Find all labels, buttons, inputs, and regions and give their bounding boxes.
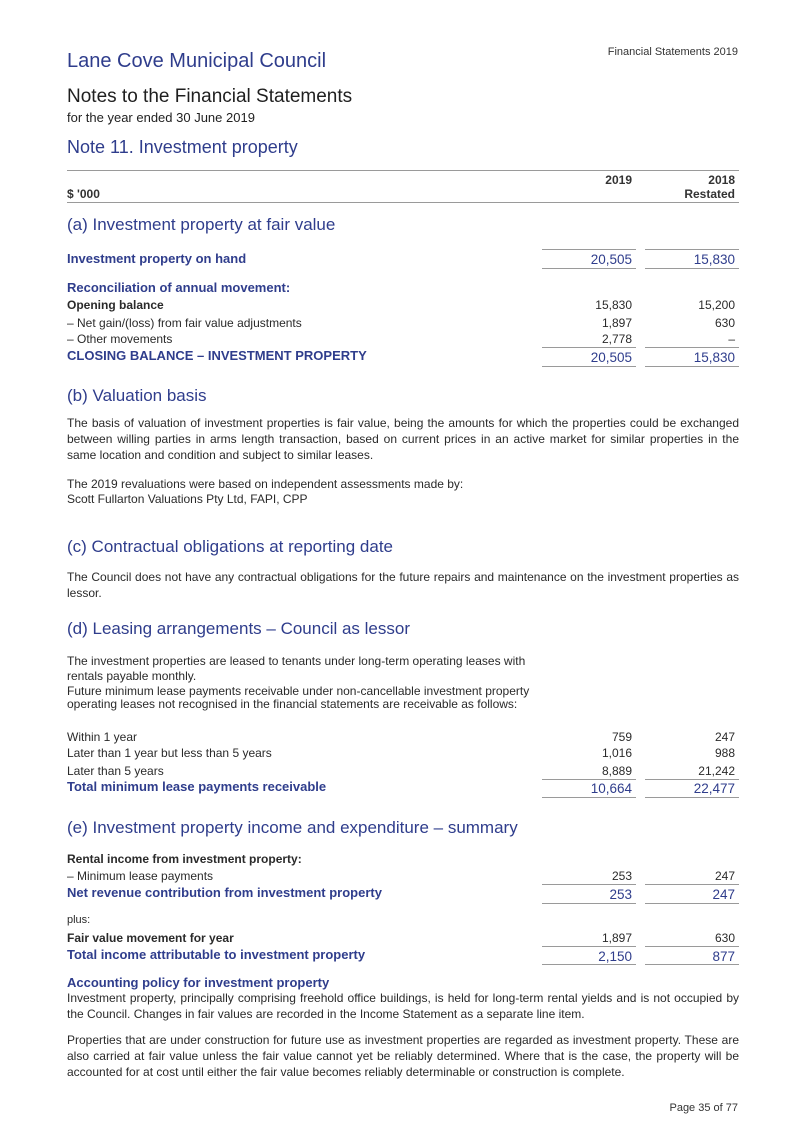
valuation-paragraph: The basis of valuation of investment properties is fair value, being the amounts for which the properties could be exchanged between willing parties in arms length transaction, based on current prices in an active market for similar properties in the same location and condition and subject to similar leases.: [67, 416, 739, 462]
net-revenue-2019: 253: [609, 887, 632, 902]
divider: [645, 946, 739, 947]
col-2019-header: 2019: [605, 173, 632, 187]
table-cell-2019: 1,897: [601, 316, 632, 330]
net-revenue-2018: 247: [712, 887, 735, 902]
notes-title: Notes to the Financial Statements: [67, 86, 353, 107]
policy-paragraph-2: Properties that are under construction for future use as investment properties are regarded as investment property. These are also carried at fair value unless the fair value cannot yet be reliably determined. Where that is the case, the property will be accounted for at cost until either the fair value becomes reliably determinable or construction is complete.: [67, 1033, 739, 1079]
on-hand-2018: 15,830: [693, 252, 735, 267]
total-lease-label: Total minimum lease payments receivable: [67, 779, 327, 794]
divider: [542, 903, 636, 904]
table-cell-2018: 247: [714, 869, 735, 883]
closing-balance-2019: 20,505: [590, 350, 632, 365]
statements-year: Financial Statements 2019: [607, 46, 738, 58]
policy-paragraph-1: Investment property, principally comprising freehold office buildings, is held for long-term rental yields and is not occupied by the Council. Changes in fair values are recorded in the Income Statement as a separate line item.: [67, 991, 739, 1021]
col-2018-subheader: Restated: [684, 187, 735, 201]
divider: [645, 347, 739, 348]
table-row-label: Later than 5 years: [67, 764, 164, 778]
note-title: Note 11. Investment property: [67, 137, 298, 157]
table-cell-2019: 253: [611, 869, 632, 883]
divider: [67, 170, 739, 171]
table-row-label: Within 1 year: [67, 730, 138, 744]
total-lease-2019: 10,664: [590, 781, 632, 796]
reconciliation-title: Reconciliation of annual movement:: [67, 280, 291, 295]
table-row-label: Later than 1 year but less than 5 years: [67, 746, 272, 760]
table-cell-2018: 630: [714, 316, 735, 330]
table-row-label: – Other movements: [67, 332, 173, 346]
divider: [542, 268, 636, 269]
divider: [645, 779, 739, 780]
table-row-label: – Net gain/(loss) from fair value adjustments: [67, 316, 302, 330]
period-subtitle: for the year ended 30 June 2019: [67, 110, 255, 125]
table-cell-2018: 15,200: [698, 298, 735, 312]
total-income-label: Total income attributable to investment property: [67, 947, 366, 962]
plus-label: plus:: [67, 914, 91, 926]
divider: [542, 366, 636, 367]
divider: [67, 202, 739, 203]
table-cell-2019: 8,889: [601, 764, 632, 778]
contractual-paragraph: The Council does not have any contractual obligations for the future repairs and maintenance on the investment properties as lessor.: [67, 570, 739, 600]
section-a-title: (a) Investment property at fair value: [67, 215, 336, 234]
col-2018-header: 2018: [708, 173, 735, 187]
table-cell-2019: 2,778: [601, 332, 632, 346]
divider: [645, 964, 739, 965]
policy-title: Accounting policy for investment property: [67, 975, 330, 990]
table-row-label: – Minimum lease payments: [67, 869, 214, 883]
divider: [645, 249, 739, 250]
table-row-label: Opening balance: [67, 298, 164, 312]
on-hand-label: Investment property on hand: [67, 251, 247, 266]
divider: [645, 903, 739, 904]
closing-balance-label: CLOSING BALANCE – INVESTMENT PROPERTY: [67, 348, 367, 363]
table-cell-2019: 15,830: [595, 298, 632, 312]
divider: [542, 946, 636, 947]
unit-label: $ '000: [67, 187, 100, 201]
on-hand-2019: 20,505: [590, 252, 632, 267]
leasing-paragraph-2: Future minimum lease payments receivable under non-cancellable investment property operating leases not recognised in the financial statements are receivable as follows:: [67, 684, 530, 711]
closing-balance-2018: 15,830: [693, 350, 735, 365]
section-e-title: (e) Investment property income and expenditure – summary: [67, 818, 518, 837]
table-cell-2019: 759: [611, 730, 632, 744]
council-name: Lane Cove Municipal Council: [67, 50, 327, 72]
section-c-title: (c) Contractual obligations at reporting date: [67, 537, 394, 556]
fair-value-label: Fair value movement for year: [67, 931, 234, 945]
fair-value-2019: 1,897: [601, 931, 632, 945]
rental-income-title: Rental income from investment property:: [67, 852, 302, 866]
divider: [542, 779, 636, 780]
divider: [542, 249, 636, 250]
divider: [645, 268, 739, 269]
divider: [542, 884, 636, 885]
divider: [645, 884, 739, 885]
divider: [645, 366, 739, 367]
table-cell-2018: –: [728, 332, 735, 346]
total-income-2018: 877: [712, 949, 735, 964]
revaluation-line: The 2019 revaluations were based on independent assessments made by:: [67, 477, 464, 491]
divider: [542, 347, 636, 348]
total-lease-2018: 22,477: [693, 781, 735, 796]
fair-value-2018: 630: [714, 931, 735, 945]
table-cell-2018: 247: [714, 730, 735, 744]
total-income-2019: 2,150: [598, 949, 632, 964]
leasing-paragraph-1: The investment properties are leased to tenants under long-term operating leases with rentals payable monthly.: [67, 654, 526, 683]
table-cell-2018: 21,242: [698, 764, 735, 778]
section-b-title: (b) Valuation basis: [67, 386, 207, 405]
valuer-name: Scott Fullarton Valuations Pty Ltd, FAPI, CPP: [67, 492, 308, 506]
table-cell-2018: 988: [714, 746, 735, 760]
page-number: Page 35 of 77: [669, 1102, 738, 1114]
divider: [645, 797, 739, 798]
table-cell-2019: 1,016: [601, 746, 632, 760]
net-revenue-label: Net revenue contribution from investment property: [67, 885, 382, 900]
divider: [542, 797, 636, 798]
divider: [542, 964, 636, 965]
section-d-title: (d) Leasing arrangements – Council as lessor: [67, 619, 411, 638]
